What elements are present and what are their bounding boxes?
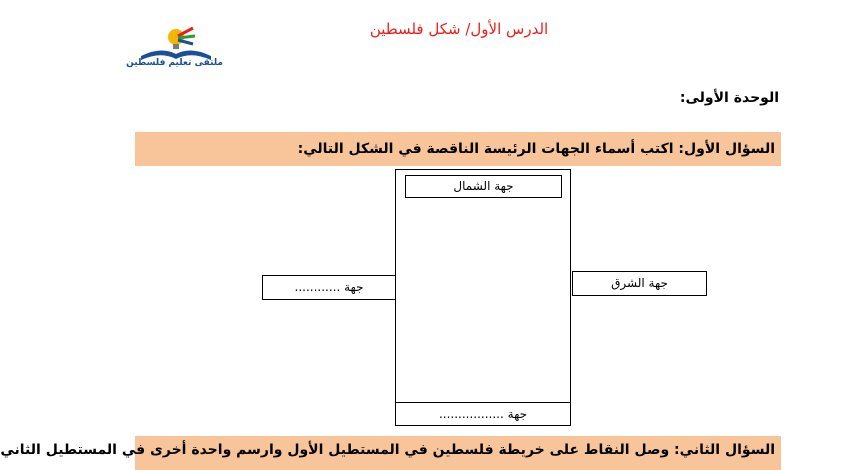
lesson-title: الدرس الأول/ شكل فلسطين [369,20,549,38]
palestine-shape-rectangle [395,169,571,426]
question-1-bar: السؤال الأول: اكتب أسماء الجهات الرئيسة الناقصة في الشكل التالي: [135,132,781,166]
unit-label: الوحدة الأولى: [679,90,779,106]
east-direction-box: جهة الشرق [572,271,707,296]
south-direction-box: جهة ................. [395,402,571,426]
west-direction-box: جهة ............ [262,275,396,300]
north-direction-box: جهة الشمال [405,175,562,198]
logo-caption: ملتقى تعليم فلسطين [126,58,223,68]
question-2-bar: السؤال الثاني: وصل النقاط على خريطة فلسطين في المستطيل الأول وارسم واحدة أخرى في المستطيل الثاني [135,436,781,470]
